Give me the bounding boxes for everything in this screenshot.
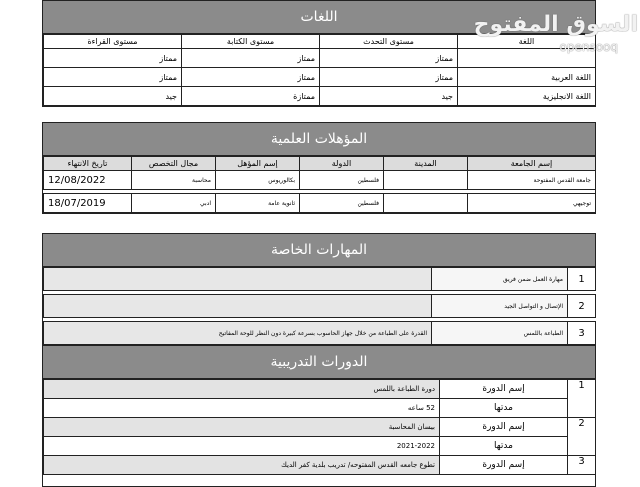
skills-section	[42, 233, 596, 346]
course-number: 3	[568, 456, 596, 475]
course-name: تطوع جامعه القدس المفتوحه/ تدريب بلدية كفر الديك	[44, 456, 440, 475]
table-row	[44, 399, 596, 418]
course-name-label: إسم الدورة	[440, 456, 568, 475]
course-name-label: إسم الدورة	[440, 380, 568, 399]
table-row	[44, 437, 596, 456]
course-name-label: إسم الدورة	[440, 418, 568, 437]
courses-title: الدورات التدريبية	[43, 346, 595, 379]
header-major: مجال التخصص	[132, 157, 216, 171]
skill-name: الطباعة باللمس	[432, 322, 568, 345]
degree: بكالوريوس	[216, 171, 300, 190]
qualifications-table	[43, 156, 596, 213]
skill-detail	[44, 295, 432, 318]
speaking-level: ممتاز	[320, 68, 458, 87]
speaking-level: ممتاز	[320, 49, 458, 68]
course-duration: 2021-2022	[44, 437, 440, 456]
skill-number: 2	[568, 295, 596, 318]
degree: ثانوية عامة	[216, 194, 300, 213]
reading-level: ممتاز	[44, 49, 182, 68]
writing-level: ممتاز	[182, 49, 320, 68]
header-speaking: مستوى التحدث	[320, 35, 458, 49]
speaking-level: جيد	[320, 87, 458, 106]
qualifications-title: المؤهلات العلمية	[43, 123, 595, 156]
header-degree: إسم المؤهل	[216, 157, 300, 171]
skill-number: 3	[568, 322, 596, 345]
watermark-subtext: opensooq	[559, 40, 618, 54]
header-university: إسم الجامعة	[468, 157, 596, 171]
course-duration-label: مدتها	[440, 437, 568, 456]
country: فلسطين	[300, 171, 384, 190]
course-number: 2	[568, 418, 596, 456]
writing-level: ممتاز	[182, 68, 320, 87]
reading-level: ممتاز	[44, 68, 182, 87]
skills-table	[43, 267, 596, 345]
header-language: اللغة	[458, 35, 596, 49]
courses-section	[42, 345, 596, 487]
table-row	[44, 380, 596, 399]
city	[384, 194, 468, 213]
course-number: 1	[568, 380, 596, 418]
university: توجيهي	[468, 194, 596, 213]
courses-table	[43, 379, 596, 475]
course-duration-label: مدتها	[440, 399, 568, 418]
header-country: الدولة	[300, 157, 384, 171]
end-date: 12/08/2022	[44, 171, 132, 190]
country: فلسطين	[300, 194, 384, 213]
language-name: اللغة العربية	[458, 68, 596, 87]
skill-number: 1	[568, 268, 596, 291]
header-city: المدينة	[384, 157, 468, 171]
skill-name: مهارة العمل ضمن فريق	[432, 268, 568, 291]
watermark-logo	[468, 10, 638, 74]
table-row	[44, 322, 596, 345]
header-end-date: تاريخ الانتهاء	[44, 157, 132, 171]
city	[384, 171, 468, 190]
course-name: بيسان المحاسبة	[44, 418, 440, 437]
header-writing: مستوى الكتابة	[182, 35, 320, 49]
skills-title: المهارات الخاصة	[43, 234, 595, 267]
table-row	[44, 268, 596, 291]
table-row	[44, 194, 596, 213]
skill-name: الإتصال و التواصل الجيد	[432, 295, 568, 318]
header-reading: مستوى القراءة	[44, 35, 182, 49]
university: جامعة القدس المفتوحة	[468, 171, 596, 190]
skill-detail	[44, 268, 432, 291]
language-name: اللغة الانجليزية	[458, 87, 596, 106]
table-row	[44, 87, 596, 106]
table-row	[44, 295, 596, 318]
skill-detail: القدرة على الطباعة من خلال جهاز الحاسوب بسرعة كبيرة دون النظر للوحة المفاتيح	[44, 322, 432, 345]
qualifications-section	[42, 122, 596, 214]
major: محاسبة	[132, 171, 216, 190]
reading-level: جيد	[44, 87, 182, 106]
table-row	[44, 456, 596, 475]
major: ادبي	[132, 194, 216, 213]
qualifications-header-row	[44, 157, 596, 171]
watermark-text: السوق المفتوح	[473, 12, 638, 37]
writing-level: ممتازة	[182, 87, 320, 106]
table-row	[44, 418, 596, 437]
end-date: 18/07/2019	[44, 194, 132, 213]
languages-title: اللغات	[43, 1, 595, 34]
course-duration: 52 ساعه	[44, 399, 440, 418]
course-name: دورة الطباعة باللمس	[44, 380, 440, 399]
table-row	[44, 171, 596, 190]
